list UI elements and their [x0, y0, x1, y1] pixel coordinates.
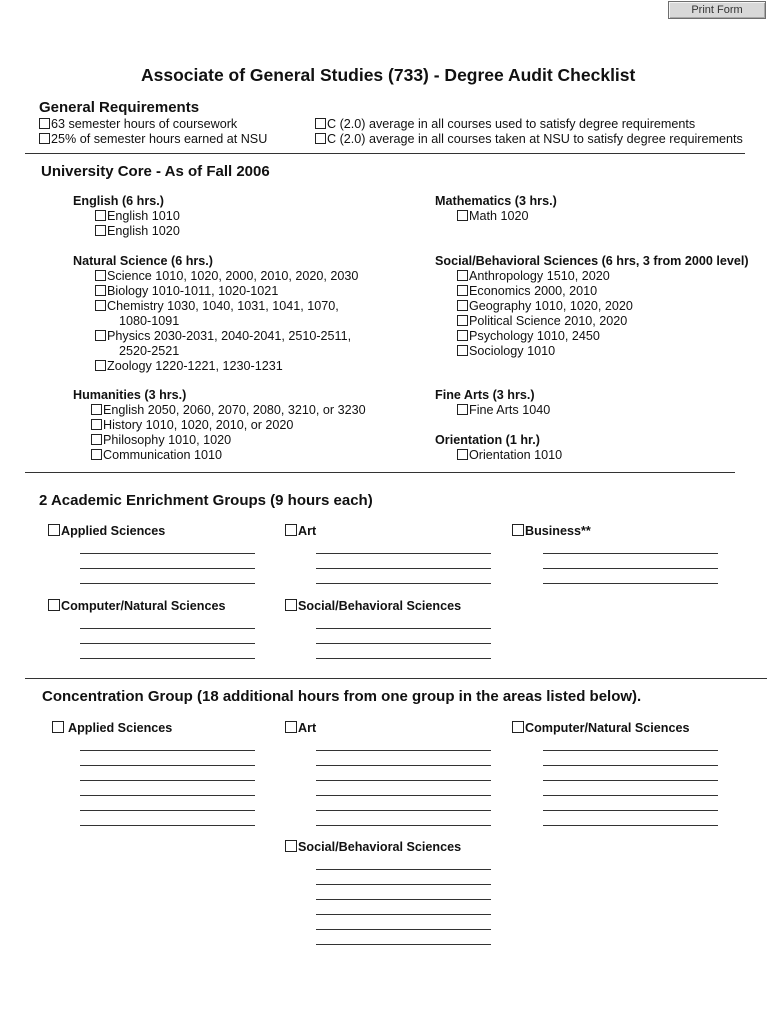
page-title: Associate of General Studies (733) - Degree Audit Checklist — [141, 65, 636, 85]
checkbox[interactable] — [91, 404, 102, 415]
course-item — [91, 448, 222, 463]
section-divider — [25, 678, 767, 679]
course-entry-field[interactable] — [316, 781, 491, 796]
course-item — [95, 284, 278, 299]
course-label: Math 1020 — [469, 209, 529, 223]
course-entry-field[interactable] — [543, 554, 718, 569]
course-entry-field[interactable] — [316, 629, 491, 644]
checkbox[interactable] — [95, 210, 106, 221]
print-form-button[interactable]: Print Form — [668, 1, 766, 19]
course-entry-field[interactable] — [316, 915, 491, 930]
orientation-heading: Orientation (1 hr.) — [435, 433, 540, 447]
english-heading: English (6 hrs.) — [73, 194, 164, 208]
checkbox[interactable] — [52, 721, 64, 733]
course-entry-field[interactable] — [80, 554, 255, 569]
course-label: Anthropology 1510, 2020 — [469, 269, 610, 283]
enrichment-group-social-behavioral-sciences — [285, 599, 461, 614]
course-item — [457, 314, 627, 329]
checkbox[interactable] — [457, 330, 468, 341]
course-item — [95, 329, 351, 344]
concentration-group-social-behavioral-sciences — [285, 840, 461, 855]
checkbox[interactable] — [457, 270, 468, 281]
group-label: Art — [298, 721, 317, 735]
course-item — [457, 284, 597, 299]
course-item — [457, 209, 529, 224]
checkbox[interactable] — [457, 449, 468, 460]
course-entry-field[interactable] — [316, 751, 491, 766]
course-entry-field[interactable] — [316, 811, 491, 826]
course-entry-field[interactable] — [316, 796, 491, 811]
course-label: Chemistry 1030, 1040, 1031, 1041, 1070, — [107, 299, 339, 313]
checkbox[interactable] — [39, 133, 50, 144]
checkbox[interactable] — [48, 599, 60, 611]
course-item — [457, 269, 610, 284]
enrichment-group-art — [285, 524, 316, 539]
course-entry-field[interactable] — [80, 736, 255, 751]
natural-science-heading: Natural Science (6 hrs.) — [73, 254, 213, 268]
checkbox[interactable] — [457, 285, 468, 296]
course-entry-field[interactable] — [543, 539, 718, 554]
course-item — [457, 344, 555, 359]
course-label: Geography 1010, 1020, 2020 — [469, 299, 633, 313]
checkbox[interactable] — [91, 434, 102, 445]
checkbox[interactable] — [512, 524, 524, 536]
enrichment-group-applied-sciences — [48, 524, 165, 539]
course-label-continued: 2520-2521 — [119, 344, 180, 358]
checkbox[interactable] — [457, 404, 468, 415]
checkbox[interactable] — [285, 524, 297, 536]
course-label: Communication 1010 — [103, 448, 223, 462]
concentration-heading: Concentration Group (18 additional hours from one group in the areas listed below). — [42, 688, 642, 705]
humanities-heading: Humanities (3 hrs.) — [73, 388, 187, 402]
course-entry-field[interactable] — [543, 751, 718, 766]
concentration-group-computer-natural-sciences — [512, 721, 689, 736]
group-label: Computer/Natural Sciences — [525, 721, 690, 735]
course-entry-field[interactable] — [316, 900, 491, 915]
requirement-label: 25% of semester hours earned at NSU — [51, 132, 268, 146]
section-divider — [25, 472, 735, 473]
course-item — [91, 403, 366, 418]
mathematics-heading: Mathematics (3 hrs.) — [435, 194, 557, 208]
course-entry-field[interactable] — [316, 855, 491, 870]
course-entry-field[interactable] — [543, 796, 718, 811]
checkbox[interactable] — [95, 330, 106, 341]
course-item — [457, 329, 600, 344]
course-item — [457, 403, 550, 418]
group-label: Applied Sciences — [61, 524, 166, 538]
course-entry-field[interactable] — [316, 766, 491, 781]
course-item — [457, 299, 633, 314]
course-entry-field[interactable] — [316, 644, 491, 659]
course-label: Economics 2000, 2010 — [469, 284, 598, 298]
group-label: Social/Behavioral Sciences — [298, 840, 462, 854]
concentration-group-art — [285, 721, 316, 736]
fine-arts-heading: Fine Arts (3 hrs.) — [435, 388, 535, 402]
concentration-group-applied-sciences — [52, 721, 172, 736]
course-label: Psychology 1010, 2450 — [469, 329, 600, 343]
checkbox[interactable] — [285, 599, 297, 611]
general-requirements-heading: General Requirements — [39, 99, 200, 116]
course-entry-field[interactable] — [80, 644, 255, 659]
course-label: Sociology 1010 — [469, 344, 556, 358]
checkbox[interactable] — [285, 721, 297, 733]
group-label: Applied Sciences — [68, 721, 173, 735]
checkbox[interactable] — [457, 315, 468, 326]
course-item — [95, 299, 339, 314]
course-label-continued: 1080-1091 — [119, 314, 180, 328]
course-item — [91, 418, 293, 433]
checkbox[interactable] — [285, 840, 297, 852]
requirement-label: C (2.0) average in all courses taken at NSU to satisfy degree requirements — [327, 132, 743, 146]
checkbox[interactable] — [91, 419, 102, 430]
group-label: Computer/Natural Sciences — [61, 599, 226, 613]
course-entry-field[interactable] — [80, 539, 255, 554]
course-label: History 1010, 1020, 2010, or 2020 — [103, 418, 294, 432]
course-label: Physics 2030-2031, 2040-2041, 2510-2511, — [107, 329, 352, 343]
checkbox[interactable] — [91, 449, 102, 460]
course-entry-field[interactable] — [316, 930, 491, 945]
requirement-item — [39, 117, 237, 132]
group-label: Social/Behavioral Sciences — [298, 599, 462, 613]
requirement-label: 63 semester hours of coursework — [51, 117, 238, 131]
course-label: Philosophy 1010, 1020 — [103, 433, 232, 447]
course-label: English 1010 — [107, 209, 180, 223]
course-entry-field[interactable] — [80, 796, 255, 811]
course-item — [95, 224, 180, 239]
checkbox[interactable] — [315, 133, 326, 144]
checkbox[interactable] — [95, 360, 106, 371]
checkbox[interactable] — [95, 270, 106, 281]
course-label: Orientation 1010 — [469, 448, 563, 462]
course-label: English 2050, 2060, 2070, 2080, 3210, or 3230 — [103, 403, 366, 417]
course-entry-field[interactable] — [316, 569, 491, 584]
checkbox[interactable] — [95, 300, 106, 311]
requirement-label: C (2.0) average in all courses used to satisfy degree requirements — [327, 117, 696, 131]
course-entry-field[interactable] — [543, 811, 718, 826]
course-label: Biology 1010-1011, 1020-1021 — [107, 284, 279, 298]
course-entry-field[interactable] — [543, 766, 718, 781]
course-entry-field[interactable] — [543, 736, 718, 751]
course-entry-field[interactable] — [80, 751, 255, 766]
course-entry-field[interactable] — [316, 554, 491, 569]
checkbox[interactable] — [512, 721, 524, 733]
requirement-item — [315, 117, 695, 132]
course-entry-field[interactable] — [80, 629, 255, 644]
group-label: Business** — [525, 524, 591, 538]
course-entry-field[interactable] — [543, 569, 718, 584]
course-label: Fine Arts 1040 — [469, 403, 551, 417]
enrichment-group-computer-natural-sciences — [48, 599, 225, 614]
enrichment-group-business — [512, 524, 591, 539]
checkbox[interactable] — [315, 118, 326, 129]
section-divider — [25, 153, 745, 154]
course-entry-field[interactable] — [316, 614, 491, 629]
requirement-item — [39, 132, 267, 147]
course-entry-field[interactable] — [316, 736, 491, 751]
course-entry-field[interactable] — [316, 539, 491, 554]
course-entry-field[interactable] — [316, 870, 491, 885]
checkbox[interactable] — [457, 210, 468, 221]
course-item — [95, 269, 358, 284]
checkbox[interactable] — [457, 345, 468, 356]
course-entry-field[interactable] — [80, 569, 255, 584]
course-label: Zoology 1220-1221, 1230-1231 — [107, 359, 283, 373]
checkbox[interactable] — [39, 118, 50, 129]
course-item — [95, 209, 180, 224]
course-label: English 1020 — [107, 224, 180, 238]
university-core-heading: University Core - As of Fall 2006 — [41, 163, 270, 180]
social-behavioral-heading: Social/Behavioral Sciences (6 hrs, 3 from 2000 level) — [435, 254, 749, 268]
group-label: Art — [298, 524, 317, 538]
checkbox[interactable] — [48, 524, 60, 536]
course-entry-field[interactable] — [80, 766, 255, 781]
checkbox[interactable] — [95, 225, 106, 236]
course-label: Political Science 2010, 2020 — [469, 314, 628, 328]
course-item — [457, 448, 562, 463]
checkbox[interactable] — [457, 300, 468, 311]
course-item — [91, 433, 231, 448]
checkbox[interactable] — [95, 285, 106, 296]
requirement-item — [315, 132, 743, 147]
enrichment-heading: 2 Academic Enrichment Groups (9 hours each) — [39, 492, 373, 509]
course-label: Science 1010, 1020, 2000, 2010, 2020, 2030 — [107, 269, 359, 283]
course-entry-field[interactable] — [80, 811, 255, 826]
course-entry-field[interactable] — [80, 614, 255, 629]
course-entry-field[interactable] — [316, 885, 491, 900]
course-entry-field[interactable] — [543, 781, 718, 796]
course-item — [95, 359, 283, 374]
course-entry-field[interactable] — [80, 781, 255, 796]
